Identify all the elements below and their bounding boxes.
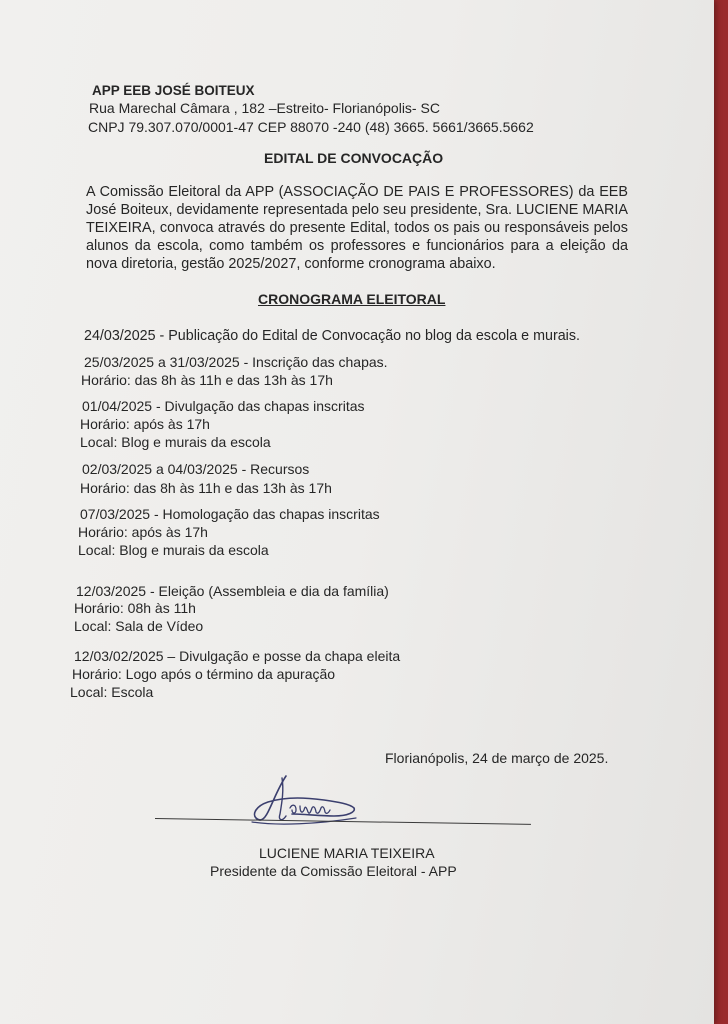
schedule-item-6-line2: Horário: 08h às 11h [74,600,196,616]
schedule-item-7-line1: 12/03/02/2025 – Divulgação e posse da chapa eleita [74,648,401,664]
schedule-item-4-line1: 02/03/2025 a 04/03/2025 - Recursos [82,461,310,477]
schedule-item-4-line2: Horário: das 8h às 11h e das 13h às 17h [80,480,332,496]
intro-paragraph: A Comissão Eleitoral da APP (ASSOCIAÇÃO DE PAIS E PROFESSORES) da EEB José Boiteux, devidamente representada pelo seu presidente, Sra. LUCIENE MARIA TEIXEIRA, convoca através do presente Edital, todos os pais ou responsáveis pelos alunos da escola, como também os professores e funcionários para a eleição da nova diretoria, gestão 2025/2027, conforme cronograma abaixo. [86,184,628,272]
schedule-item-3-line3: Local: Blog e murais da escola [80,434,271,450]
signatory-role: Presidente da Comissão Eleitoral - APP [210,863,457,879]
schedule-item-2-line2: Horário: das 8h às 11h e das 13h às 17h [81,372,333,388]
document-title: EDITAL DE CONVOCAÇÃO [264,150,444,166]
org-address: Rua Marechal Câmara , 182 –Estreito- Florianópolis- SC [89,100,440,116]
org-contact: CNPJ 79.307.070/0001-47 CEP 88070 -240 (48) 3665. 5661/3665.5662 [88,119,534,135]
schedule-item-5-line2: Horário: após às 17h [78,524,208,540]
signatory-name: LUCIENE MARIA TEIXEIRA [259,845,435,861]
schedule-item-1-line1: 24/03/2025 - Publicação do Edital de Convocação no blog da escola e murais. [84,328,580,344]
schedule-item-3-line2: Horário: após às 17h [80,416,210,432]
schedule-item-6-line3: Local: Sala de Vídeo [74,618,204,634]
place-date: Florianópolis, 24 de março de 2025. [385,750,609,766]
schedule-item-5-line3: Local: Blog e murais da escola [78,542,269,558]
schedule-item-3-line1: 01/04/2025 - Divulgação das chapas inscritas [82,398,365,414]
schedule-item-7-line3: Local: Escola [70,684,154,700]
schedule-item-6-line1: 12/03/2025 - Eleição (Assembleia e dia da família) [76,583,389,599]
schedule-item-7-line2: Horário: Logo após o término da apuração [72,666,336,682]
schedule-item-5-line1: 07/03/2025 - Homologação das chapas inscritas [80,506,380,522]
schedule-title: CRONOGRAMA ELEITORAL [258,291,446,307]
org-name: APP EEB JOSÉ BOITEUX [92,83,255,98]
schedule-item-2-line1: 25/03/2025 a 31/03/2025 - Inscrição das chapas. [84,354,388,370]
